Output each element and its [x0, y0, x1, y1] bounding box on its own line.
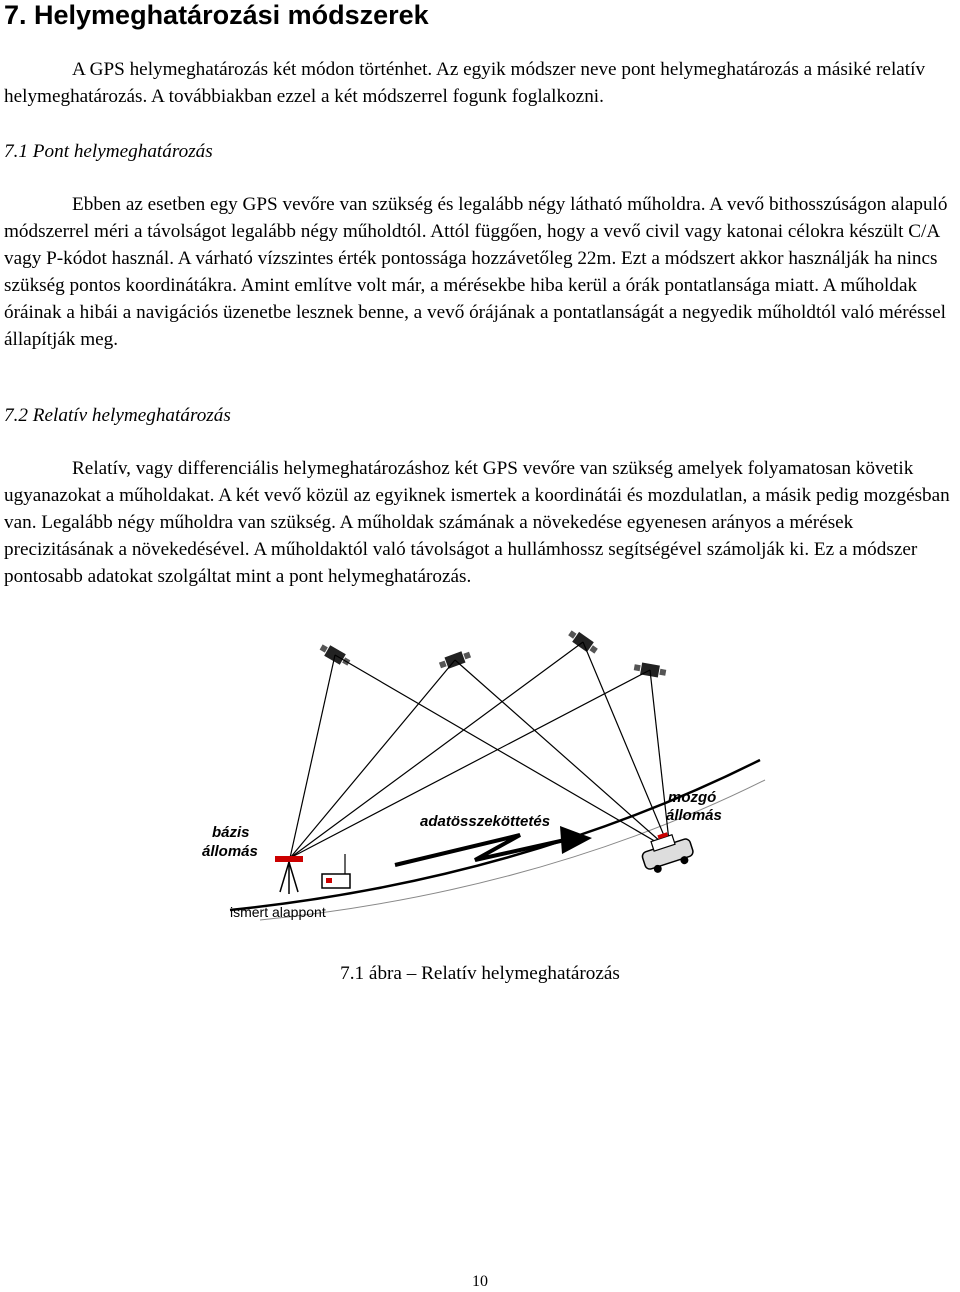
data-link-arrowhead [560, 826, 592, 854]
section-2-title: 7.2 Relatív helymeghatározás [4, 405, 231, 426]
figure-drawing [202, 630, 780, 940]
label-base-1: bázis [212, 824, 250, 841]
label-mobile-1: mozgó [668, 789, 717, 806]
section-1-title: 7.1 Pont helymeghatározás [4, 141, 213, 162]
receiver-icon [322, 854, 350, 888]
base-station-icon [275, 856, 303, 894]
section-1-body: Ebben az esetben egy GPS vevőre van szükség és legalább négy látható műholdra. A vevő bithosszúságon alapuló módszerrel méri a távolságot legalább négy műholdtól. Attól függően, hogy a vevő civil vagy katonai célokra készült C/A vagy P-kódot használ. A várható vízszintes érték pontossága hozzávetőleg 22m. Ezt a módszert akkor használják ha nincs szükség pontos koordinátákra. Amint említve volt már, a mérésekbe hiba kerül a órák pontatlansága miatt. A műholdak óráinak a hibái a navigációs üzenetbe lesznek benne, a vevő órájának a pontatlanságát a negyedik műholdtól való méréssel állapítják meg. [4, 194, 948, 350]
mobile-vehicle-icon [637, 826, 696, 876]
data-link-arrow [395, 835, 565, 865]
label-data-link: adatösszeköttetés [420, 813, 551, 830]
section-2-body: Relatív, vagy differenciális helymeghatározáshoz két GPS vevőre van szükség amelyek folyamatosan követik ugyanazokat a műholdakat. A két vevő közül az egyiknek ismertek a koordinátái és mozdulatlan, a másik pedig mozgésban van. Legalább négy műholdra van szükség. A műholdak számának a növekedése egyenesen arányos a mérések precizitásának a növekedésével. A műholdaktól való távolságot a hullámhossz segítségével számolják ki. Ez a módszer pontosabb adatokat szolgáltat mint a pont helymeghatározás. [4, 458, 950, 587]
label-known-point: ismert alappont [230, 904, 326, 920]
label-base-2: állomás [202, 843, 258, 860]
intro-paragraph: A GPS helymeghatározás két módon történhet. Az egyik módszer neve pont helymeghatározás a másiké relatív helymeghatározás. A továbbiakban ezzel a két módszerrel fogunk foglalkozni. [4, 59, 926, 107]
label-mobile-2: állomás [666, 807, 722, 824]
chapter-heading: 7. Helymeghatározási módszerek [4, 0, 429, 30]
page-number: 10 [472, 1273, 488, 1290]
relative-positioning-figure [202, 630, 780, 940]
figure-caption: 7.1 ábra – Relatív helymeghatározás [340, 963, 620, 984]
